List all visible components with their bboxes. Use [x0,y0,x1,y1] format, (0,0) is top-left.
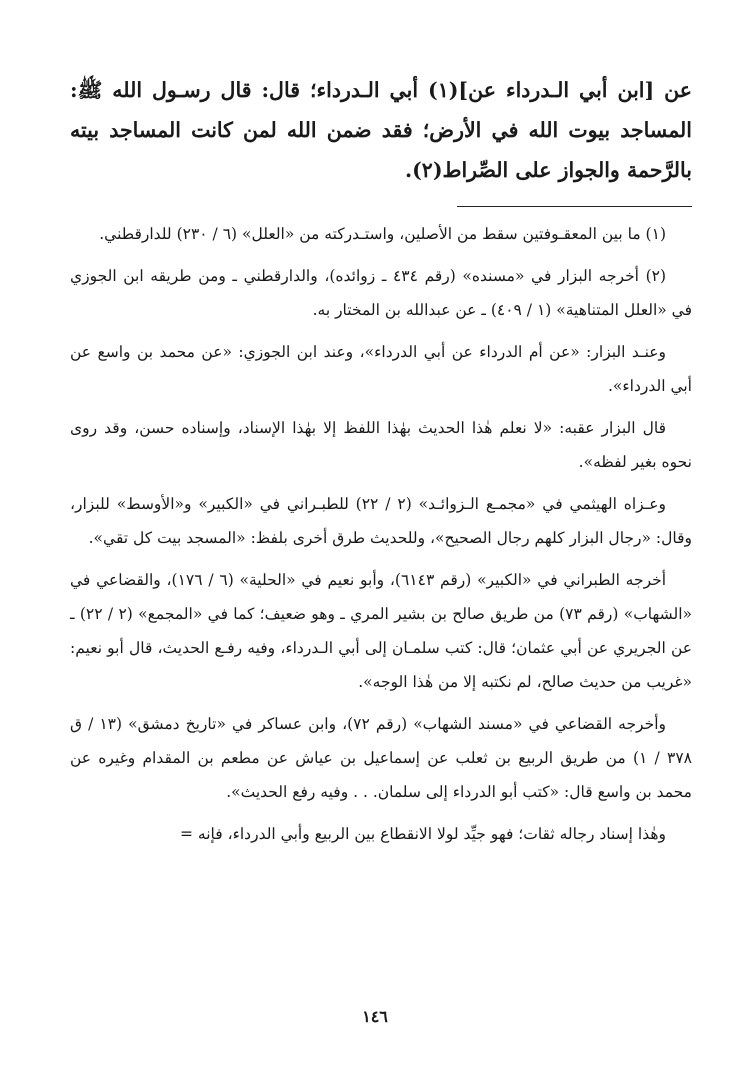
footnote-divider [457,206,692,207]
footnote-paragraph: وهٰذا إسناد رجاله ثقات؛ فهو جيِّد لولا الانقطاع بين الربيع وأبي الدرداء، فإنه = [179,825,666,843]
footnote-1: (١) ما بين المعقـوفتين سقط من الأصلين، واستـدركته من «العلل» (٦ / ٢٣٠) للدارقطني. [99,225,666,243]
footnote-2: (٢) أخرجه البزار في «مسنده» (رقم ٤٣٤ ـ زوائده)، والدارقطني ـ ومن طريقه ابن الجوزي في «العلل المتناهية» (١ / ٤٠٩) ـ عن عبدالله بن المختار به. [70,267,692,319]
hadith-text: عن [ابن أبي الـدرداء عن](١) أبي الـدرداء؛ قال: قال رسـول الله ﷺ: المساجد بيوت الله في الأرض؛ فقد ضمن الله لمن كانت المساجد بيته بالرَّحمة والجواز على الصِّراط(٢). [70,78,692,182]
footnotes [70,217,692,851]
footnote-paragraph: وعـزاه الهيثمي في «مجمـع الـزوائـد» (٢ / ٢٢) للطبـراني في «الكبير» و«الأوسط» للبزار، وقال: «رجال البزار كلهم رجال الصحيح»، وللحديث طرق أخرى بلفظ: «المسجد بيت كل تقي». [70,495,692,547]
footnote-paragraph: قال البزار عقبه: «لا نعلم هٰذا الحديث بهٰذا اللفظ إلا بهٰذا الإسناد، وإسناده حسن، وقد روى نحوه بغير لفظه». [70,419,692,471]
footnote-paragraph: وأخرجه القضاعي في «مسند الشهاب» (رقم ٧٢)، وابن عساكر في «تاريخ دمشق» (١٣ / ق ٣٧٨ / ١) من طريق الربيع بن ثعلب عن إسماعيل بن عياش عن مطعم بن المقدام وغيره عن محمد بن واسع قال: «كتب أبو الدرداء إلى سلمان. . . وفيه رفع الحديث». [70,715,692,801]
page-number: ١٤٦ [362,1007,388,1026]
footnote-paragraph: أخرجه الطبراني في «الكبير» (رقم ٦١٤٣)، وأبو نعيم في «الحلية» (٦ / ١٧٦)، والقضاعي في «الشهاب» (رقم ٧٣) من طريق صالح بن بشير المري ـ وهو ضعيف؛ كما في «المجمع» (٢ / ٢٢) ـ عن الجريري عن أبي عثمان؛ قال: كتب سلمـان إلى أبي الـدرداء، وفيه رفـع الحديث، قال أبو نعيم: «غريب من حديث صالح، لم نكتبه إلا من هٰذا الوجه». [70,571,692,691]
footnote-paragraph: وعنـد البزار: «عن أم الدرداء عن أبي الدرداء»، وعند ابن الجوزي: «عن محمد بن واسع عن أبي الدرداء». [70,343,692,395]
